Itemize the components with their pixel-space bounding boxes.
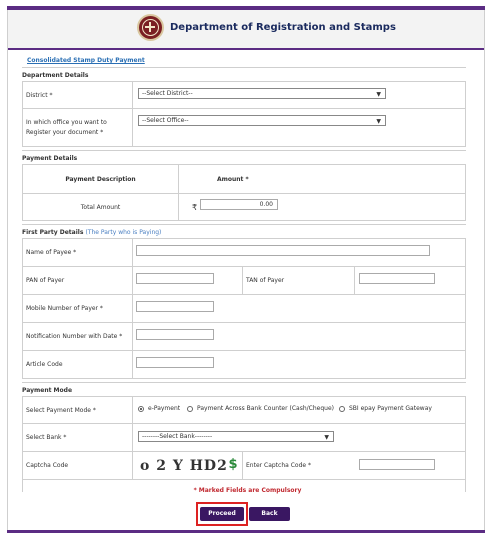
payment-mode-option-epayment[interactable]: e-Payment — [138, 405, 180, 412]
enter-captcha-input[interactable] — [359, 459, 435, 470]
captcha-image: o 2 Y HD2 — [140, 458, 228, 474]
district-label: District * — [23, 82, 133, 109]
district-select[interactable]: --Select District-- ▼ — [138, 88, 386, 99]
pan-label: PAN of Payer — [23, 267, 133, 295]
captcha-code-label: Captcha Code — [23, 452, 133, 480]
payment-mode-heading: Payment Mode — [22, 382, 466, 396]
tan-input[interactable] — [359, 273, 435, 284]
radio-icon[interactable] — [339, 406, 345, 412]
radio-selected-icon[interactable] — [138, 406, 144, 412]
chevron-down-icon: ▼ — [376, 118, 381, 125]
select-bank-dropdown[interactable]: --------Select Bank-------- ▼ — [138, 431, 334, 442]
notification-input[interactable] — [136, 329, 214, 340]
payment-details-table — [22, 164, 466, 221]
department-details-heading: Department Details — [22, 67, 466, 81]
payment-mode-label: Select Payment Mode * — [23, 397, 133, 424]
captcha-refresh-icon[interactable]: $ — [228, 457, 238, 472]
mobile-input[interactable] — [136, 301, 214, 312]
office-label: In which office you want to Register your document * — [23, 109, 133, 147]
first-party-heading: First Party Details (The Party who is Paying) — [22, 224, 466, 238]
name-of-payee-label: Name of Payee * — [23, 239, 133, 267]
compulsory-note: * Marked Fields are Compulsory — [193, 487, 302, 494]
amount-header: Amount * — [179, 165, 466, 194]
name-of-payee-input[interactable] — [136, 245, 430, 256]
department-logo-icon — [137, 14, 164, 41]
pan-input[interactable] — [136, 273, 214, 284]
payment-mode-option-sbi-epay[interactable]: SBI epay Payment Gateway — [339, 405, 432, 412]
payment-description-header: Payment Description — [23, 165, 179, 194]
chevron-down-icon: ▼ — [324, 434, 329, 441]
select-bank-label: Select Bank * — [23, 424, 133, 452]
article-code-input[interactable] — [136, 357, 214, 368]
department-title: Department of Registration and Stamps — [170, 22, 396, 33]
notification-label: Notification Number with Date * — [23, 323, 133, 351]
bottom-accent-bar — [7, 530, 485, 533]
total-amount-label: Total Amount — [23, 194, 179, 221]
radio-icon[interactable] — [187, 406, 193, 412]
payment-details-heading: Payment Details — [22, 150, 466, 164]
rupee-icon: ₹ — [192, 202, 198, 212]
consolidated-stamp-duty-link[interactable]: Consolidated Stamp Duty Payment — [27, 57, 145, 64]
article-code-label: Article Code — [23, 351, 133, 379]
enter-captcha-label: Enter Captcha Code * — [246, 462, 311, 469]
back-button[interactable]: Back — [249, 507, 290, 521]
total-amount-input[interactable]: 0.00 — [200, 199, 278, 210]
site-header — [8, 10, 484, 50]
payment-mode-option-bank-counter[interactable]: Payment Across Bank Counter (Cash/Cheque) — [187, 405, 334, 412]
tan-label: TAN of Payer — [243, 267, 355, 295]
chevron-down-icon: ▼ — [376, 91, 381, 98]
mobile-label: Mobile Number of Payer * — [23, 295, 133, 323]
office-select[interactable]: --Select Office-- ▼ — [138, 115, 386, 126]
first-party-table — [22, 238, 466, 379]
proceed-button[interactable]: Proceed — [200, 507, 244, 521]
